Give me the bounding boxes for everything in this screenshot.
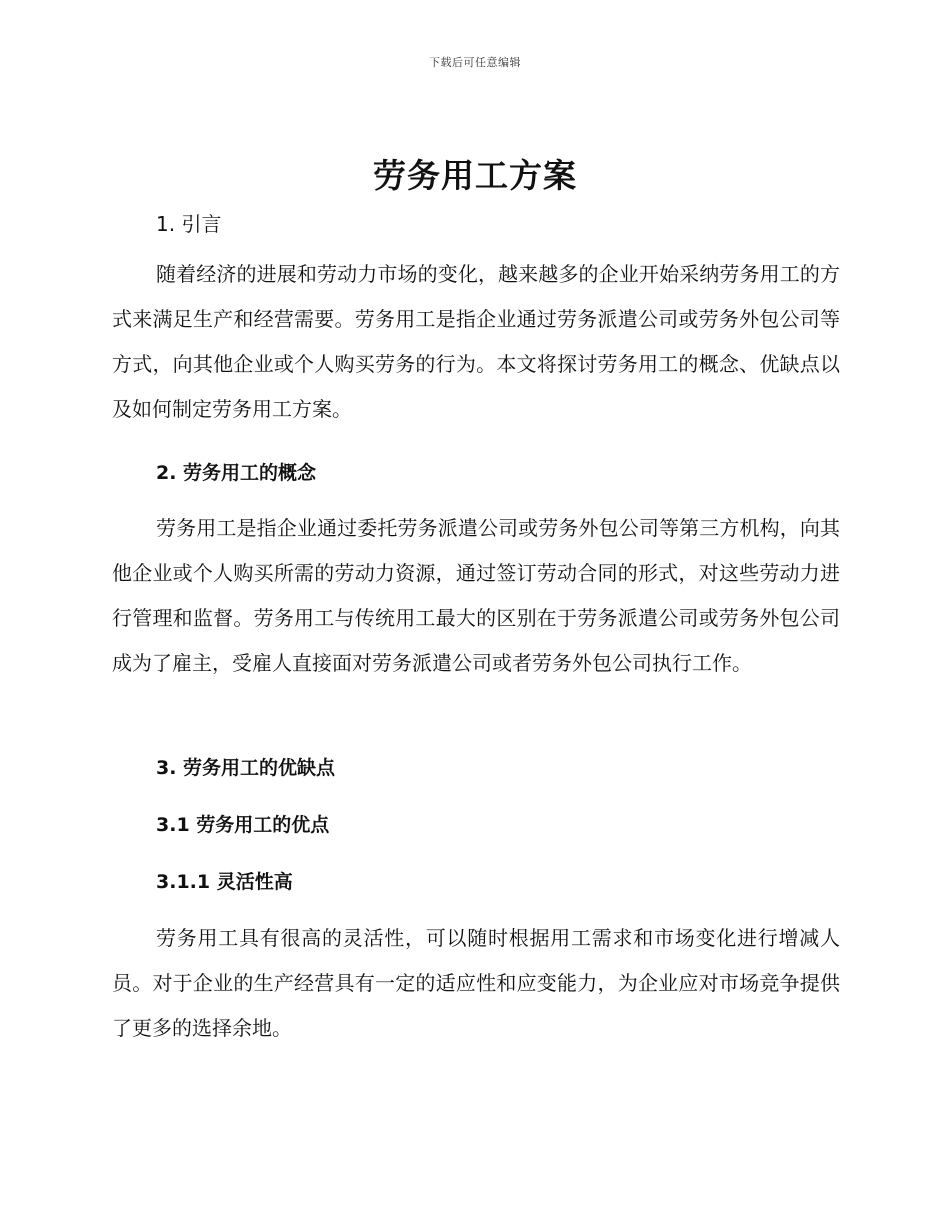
header-note: 下载后可任意编辑: [429, 56, 521, 69]
section-heading-intro: 1. 引言: [156, 212, 222, 236]
section-heading-pros: 3.1 劳务用工的优点: [156, 814, 330, 836]
section-heading-pros-cons: 3. 劳务用工的优缺点: [156, 757, 336, 779]
paragraph-intro: 随着经济的进展和劳动力市场的变化，越来越多的企业开始采纳劳务用工的方式来满足生产和经营需要。劳务用工是指企业通过劳务派遣公司或劳务外包公司等方式，向其他企业或个人购买劳务的行为。本文将探讨劳务用工的概念、优缺点以及如何制定劳务用工方案。: [112, 262, 840, 421]
section-heading-flexibility: 3.1.1 灵活性高: [156, 871, 293, 893]
paragraph-flexibility: 劳务用工具有很高的灵活性，可以随时根据用工需求和市场变化进行增减人员。对于企业的生产经营具有一定的适应性和应变能力，为企业应对市场竞争提供了更多的选择余地。: [112, 926, 840, 1040]
paragraph-concept: 劳务用工是指企业通过委托劳务派遣公司或劳务外包公司等第三方机构，向其他企业或个人购买所需的劳动力资源，通过签订劳动合同的形式，对这些劳动力进行管理和监督。劳务用工与传统用工最大的区别在于劳务派遣公司或劳务外包公司成为了雇主，受雇人直接面对劳务派遣公司或者劳务外包公司执行工作。: [112, 516, 840, 675]
document-title: 劳务用工方案: [373, 156, 577, 195]
section-heading-concept: 2. 劳务用工的概念: [156, 462, 317, 484]
